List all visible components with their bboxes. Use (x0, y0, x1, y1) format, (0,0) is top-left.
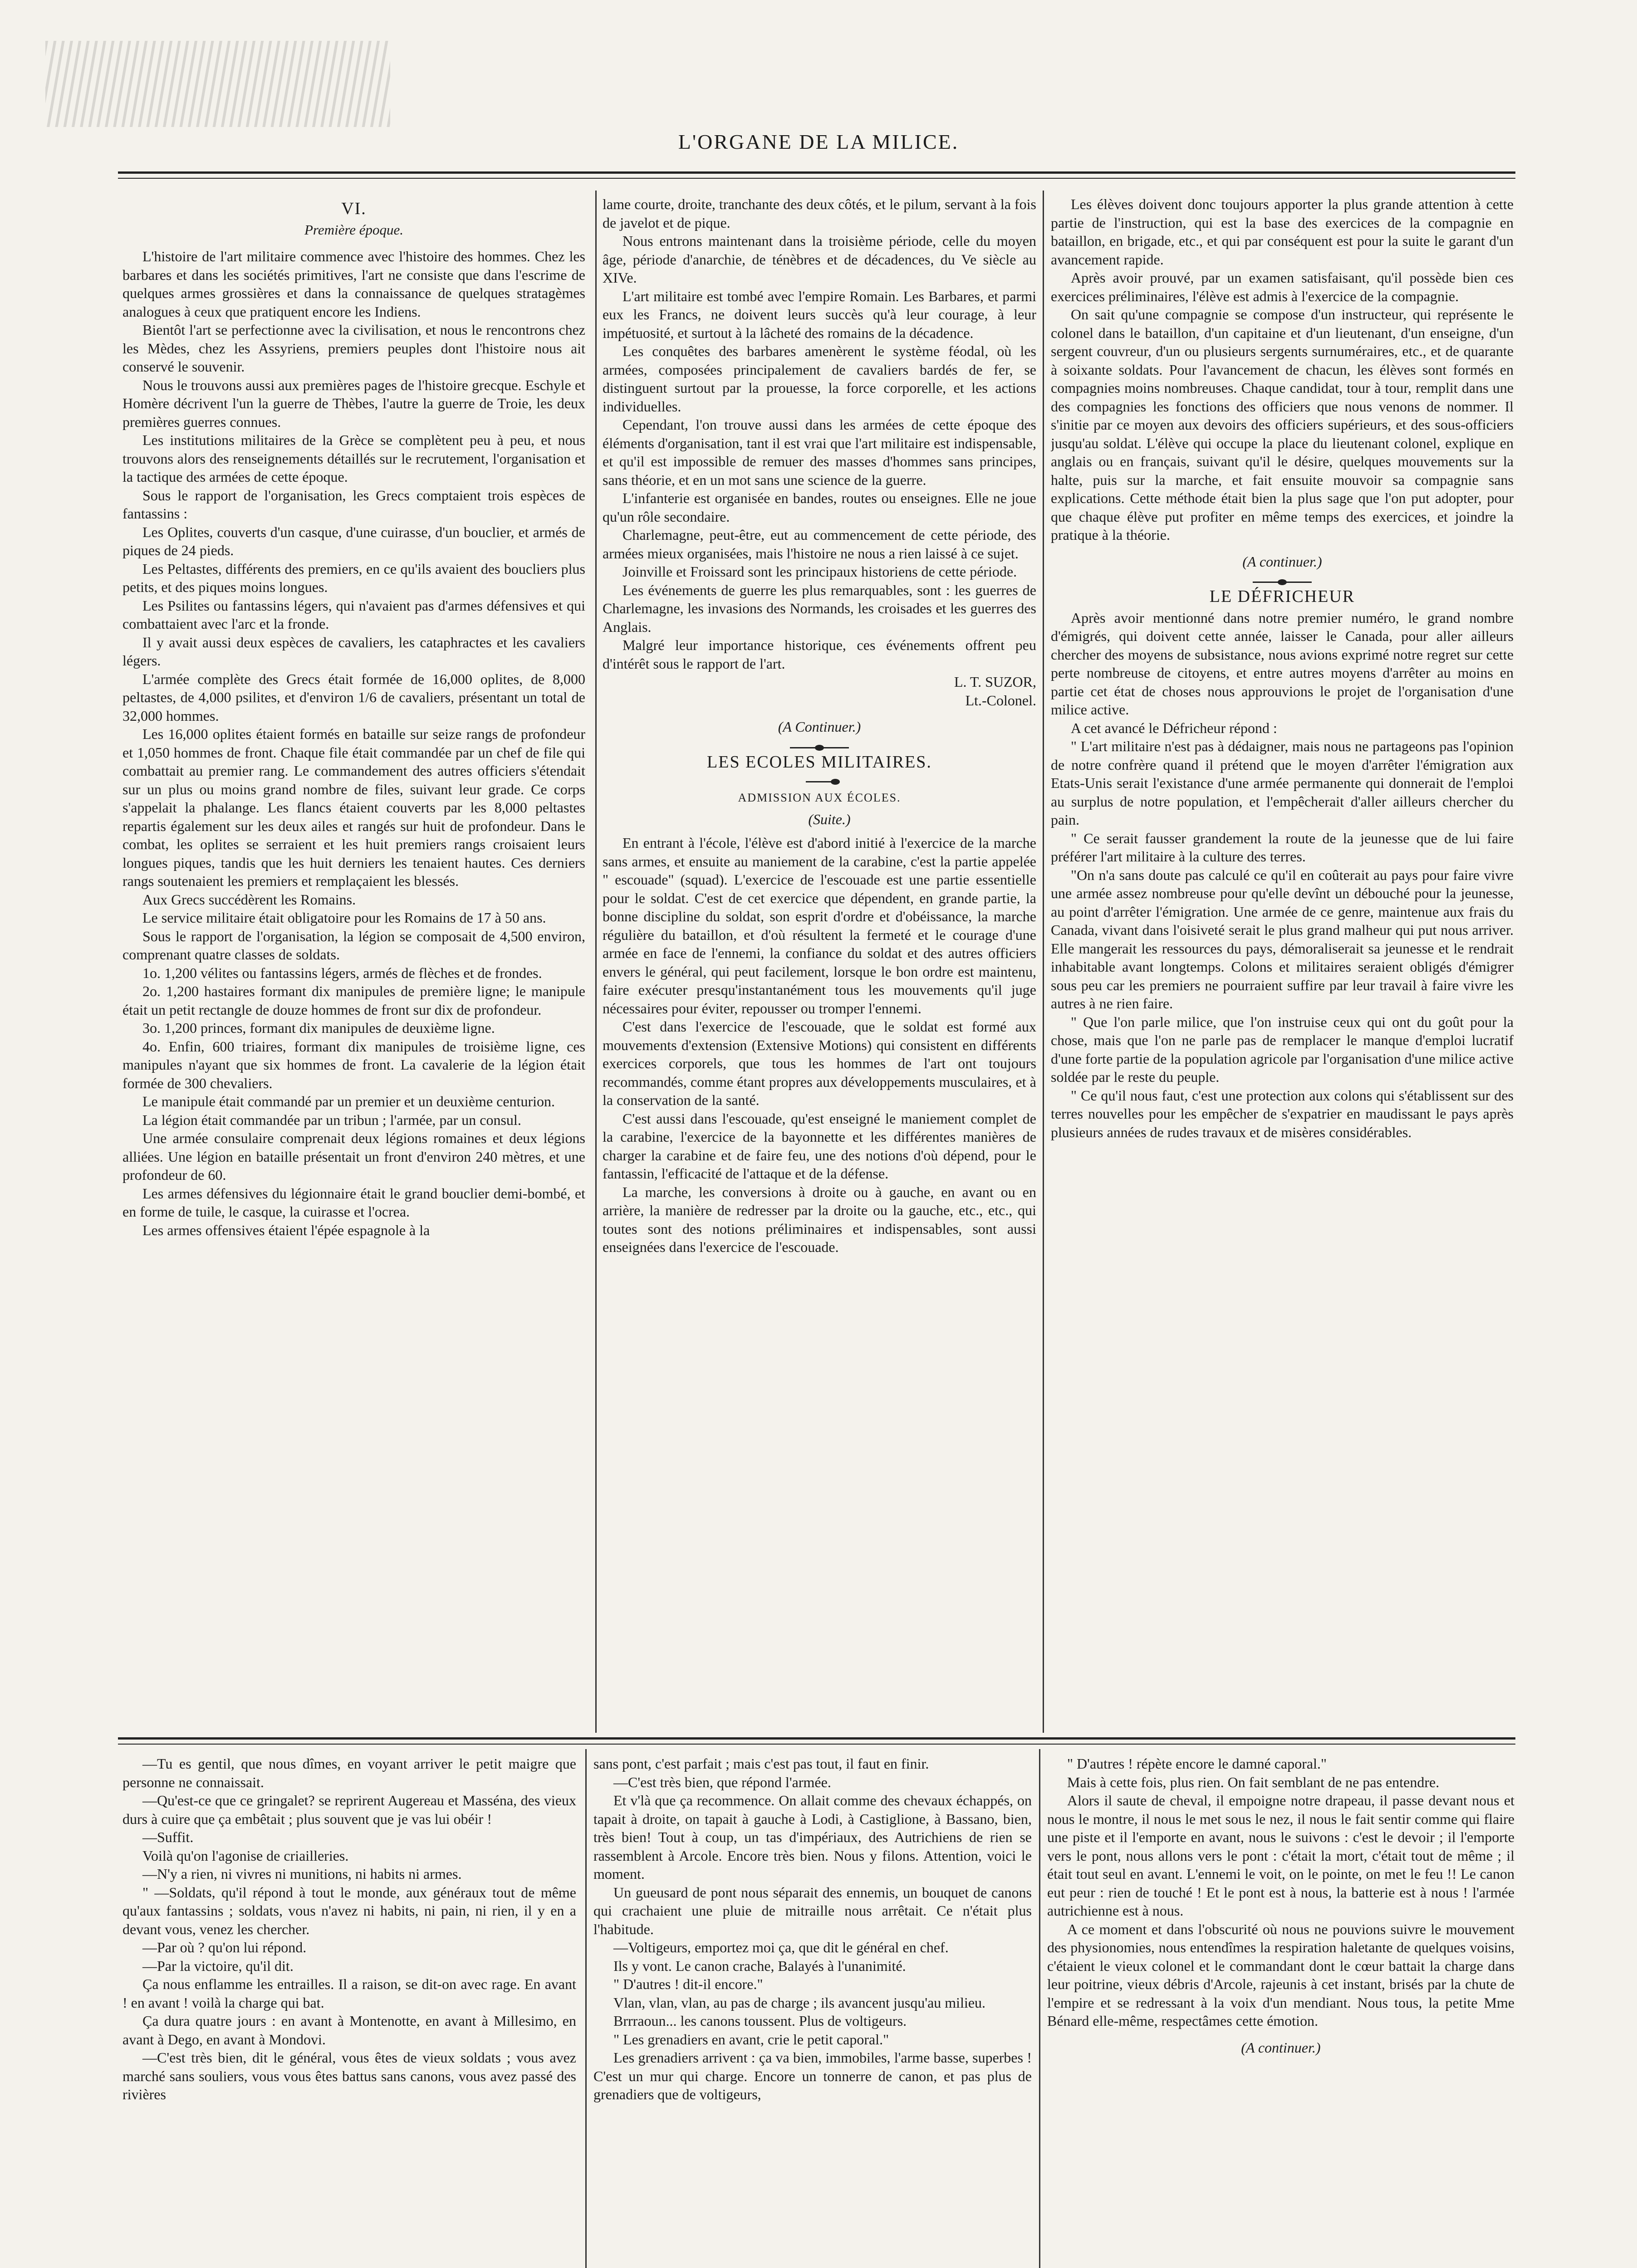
column-rule-1 (595, 191, 597, 1733)
paragraph-11: Aux Grecs succédèrent les Romains. (142, 891, 356, 908)
feuilleton-paragraph-9: " Les grenadiers en avant, crie le petit caporal." (613, 2031, 889, 2048)
ecoles-article (603, 834, 1036, 1256)
feuilleton-column-rule-1 (585, 1749, 587, 2268)
column-2 (603, 195, 1036, 1719)
defricheur-title: LE DÉFRICHEUR (1209, 587, 1355, 606)
signature-rank: Lt.-Colonel. (965, 692, 1036, 709)
feuilleton-paragraph-5: Ils y vont. Le canon crache, Balayés à l'unanimité. (613, 1957, 906, 1974)
paragraph-0: lame courte, droite, tranchante des deux côtés, et le pilum, servant à la fois de javelot et de pique. (603, 196, 1036, 231)
paragraph-4: Sous le rapport de l'organisation, les Grecs comptaient trois espèces de fantassins : (123, 487, 585, 522)
paragraph-8: Il y avait aussi deux espèces de cavaliers, les cataphractes et les cavaliers légers. (123, 634, 585, 669)
ecoles-subtitle: ADMISSION AUX ÉCOLES. (738, 791, 901, 804)
feuilleton-paragraph-7: —Par la victoire, qu'il dit. (142, 1957, 294, 1974)
paragraph-7: Joinville et Froissard sont les principaux historiens de cette période. (622, 563, 1017, 580)
feuilleton-column-1 (123, 1755, 576, 2268)
feuilleton-column-rule-2 (1039, 1749, 1040, 2268)
paragraph-5: L'infanterie est organisée en bandes, routes ou enseignes. Elle ne joue qu'un rôle secondaire. (603, 490, 1036, 525)
paragraph-21: Les armes défensives du légionnaire était le grand bouclier demi-bombé, et en forme de tuile, le casque, la cuirasse et l'ocrea. (123, 1185, 585, 1220)
feuilleton-paragraph-6: —Par où ? qu'on lui répond. (142, 1939, 307, 1955)
paragraph-4: Cependant, l'on trouve aussi dans les armées de cette époque des éléments d'organisation, tant il est vrai que l'art militaire est indispensable, et qu'il est impossible de remuer des masses d'hommes sans principes, sans théorie, et en un mot sans une science de la guerre. (603, 416, 1036, 488)
defricheur-paragraph-2: " L'art militaire n'est pas à dédaigner, mais nous ne partageons pas l'opinion de notre confrère quand il prétend que le moyen d'arrêter l'émigration aux Etats-Unis serait l'existance d'une armée permanente qui donnerait de l'emploi au surplus de notre population, et l'empêcherait d'aller ailleurs chercher du pain. (1051, 738, 1514, 828)
paragraph-0: L'histoire de l'art militaire commence avec l'histoire des hommes. Chez les barbares et dans les sociétés primitives, l'art ne consiste que dans l'escrime de quelques armes grossières et dans la connaissance de quelques stratagèmes analogues à ceux que pratiquent encore les Indiens. (123, 248, 585, 320)
feuilleton-column-2 (593, 1755, 1032, 2268)
paragraph-8: Les événements de guerre les plus remarquables, sont : les guerres de Charlemagne, les invasions des Normands, les croisades et les guerres des Anglais. (603, 582, 1036, 635)
paragraph-19: La légion était commandée par un tribun ; l'armée, par un consul. (142, 1111, 521, 1128)
feuilleton-paragraph-10: —C'est très bien, dit le général, vous êtes de vieux soldats ; vous avez marché sans souliers, vous vous êtes battus sans canons, vous avez passé des rivières (123, 2049, 576, 2102)
column-1 (123, 195, 585, 1715)
feuilleton-paragraph-0: —Tu es gentil, que nous dîmes, en voyant arriver le petit maigre que personne ne connaissait. (123, 1755, 576, 1790)
feuilleton-paragraph-7: Vlan, vlan, vlan, au pas de charge ; ils avancent jusqu'au milieu. (613, 1994, 986, 2011)
masthead-title: L'ORGANE DE LA MILICE. (678, 130, 959, 153)
paragraph-1: Après avoir prouvé, par un examen satisfaisant, qu'il possède bien ces exercices préliminaires, l'élève est admis à l'exercice de la compagnie. (1051, 269, 1514, 304)
paragraph-14: 1o. 1,200 vélites ou fantassins légers, armés de flèches et de frondes. (142, 964, 542, 981)
section-heading: VI. (341, 199, 367, 218)
defricheur-paragraph-3: " Ce serait fausser grandement la route de la jeunesse que de lui faire préférer l'art militaire à la culture des terres. (1051, 830, 1514, 865)
feuilleton-text-3 (1047, 1755, 1514, 2030)
paragraph-5: Les Oplites, couverts d'un casque, d'une cuirasse, d'un bouclier, et armés de piques de 24 pieds. (123, 523, 585, 558)
paragraph-2: On sait qu'une compagnie se compose d'un instructeur, qui représente le colonel dans le bataillon, d'un capitaine et d'un lieutenant, d'un enseigne, d'un sergent couvreur, d'un ou plusieurs sergents surnuméraires, etc., et de quarante à soixante soldats. Pour l'avancement de chacun, les élèves sont formés en compagnies moins nombreuses. Chaque candidat, tour à tour, remplit dans une des compagnies les fonctions des officiers que nous venons de nommer. Il s'initie par ce moyen aux devoirs des officiers supérieurs, et des sous-officiers jusqu'au soldat. L'élève qui occupe la place du lieutenant colonel, explique en anglais ou en français, suivant qu'il le désire, quelques mouvements sur la halte, puis sur la marche, et fait ensuite mouvoir sa compagnie sans explications. Cette méthode était bien la plus sage que l'on put adopter, pour que chaque élève put profiter en même temps des exercices, et joindre la pratique à la théorie. (1051, 306, 1514, 543)
ecoles-paragraph-3: La marche, les conversions à droite ou à gauche, en avant ou en arrière, la manière de redresser par la droite ou la gauche, etc., etc., qui toutes sont des notions préliminaires et indispensables, sont aussi enseignées dans l'exercice de l'escouade. (603, 1183, 1036, 1255)
feuilleton-paragraph-10: Les grenadiers arrivent : ça va bien, immobiles, l'arme basse, superbes ! C'est un mur qui charge. Encore un tonnerre de canon, et pas plus de grenadiers que de voltigeurs, (593, 2049, 1032, 2102)
feuilleton-paragraph-1: —C'est très bien, que répond l'armée. (613, 1774, 831, 1790)
feuilleton-paragraph-0: " D'autres ! répète encore le damné caporal." (1067, 1755, 1327, 1772)
defricheur-paragraph-1: A cet avancé le Défricheur répond : (1071, 719, 1277, 736)
ecoles-paragraph-1: C'est dans l'exercice de l'escouade, que le soldat est formé aux mouvements d'extension (Extensive Motions) qui consistent en différents exercices corporels, que tous les hommes de l'art ont toujours recommandés, comme étant propres aux développements musculaires, et à la conservation de la santé. (603, 1018, 1036, 1108)
separator-ornament (790, 747, 849, 748)
continued-note-2: (A continuer.) (1242, 553, 1322, 570)
feuilleton-paragraph-4: —N'y a rien, ni vivres ni munitions, ni habits ni armes. (142, 1866, 462, 1882)
feuilleton-paragraph-5: " —Soldats, qu'il répond à tout le monde, aux généraux tout de même qu'aux fantassins ; soldats, vous n'avez ni habits, ni pain, ni rien, il y en a devant vous, venez les chercher. (123, 1884, 576, 1937)
paragraph-6: Charlemagne, peut-être, eut au commencement de cette période, des armées mieux organisées, mais l'histoire ne nous a rien laissé à ce sujet. (603, 527, 1036, 562)
signature-name: L. T. SUZOR, (954, 674, 1036, 690)
paragraph-13: Sous le rapport de l'organisation, la légion se composait de 4,500 environ, comprenant quatre classes de soldats. (123, 928, 585, 963)
library-stamp (45, 41, 390, 127)
feuilleton-paragraph-8: Brrraoun... les canons toussent. Plus de voltigeurs. (613, 2013, 907, 2029)
ecoles-title: LES ECOLES MILITAIRES. (707, 752, 932, 772)
feuilleton-paragraph-3: Un gueusard de pont nous séparait des ennemis, un bouquet de canons qui crachaient une pluie de mitraille nous arrêtait. Ce n'était plus l'habitude. (593, 1884, 1032, 1937)
feuilleton-column-3 (1047, 1755, 1514, 2268)
paragraph-10: Les 16,000 oplites étaient formés en bataille sur seize rangs de profondeur et 1,050 hommes de front. Chaque file était commandée par un chef de file qui combattait au premier rang. Le commandement des autres officiers s'étendait sur un plus ou moins grand nombre de files, suivant leur grade. Ce corps s'appelait la phalange. Les flancs étaient couverts par les 8,000 peltastes repartis également sur les deux ailes et rangés sur huit de profondeur. Dans le combat, les oplites se serraient et les huit premiers rangs croisaient leurs longues piques, tandis que les huit derniers les tenaient hautes. Ces derniers rangs soutenaient les premiers et remplaçaient les blessés. (123, 726, 585, 889)
paragraph-16: 3o. 1,200 princes, formant dix manipules de deuxième ligne. (142, 1020, 495, 1036)
paragraph-22: Les armes offensives étaient l'épée espagnole à la (142, 1222, 430, 1238)
defricheur-paragraph-5: " Que l'on parle milice, que l'on instruise ceux qui ont du goût pour la chose, mais que l'on ne parle pas de remplacer le manque d'emploi lucratif d'une forte partie de la population agricole par l'organisation d'une milice active soldée par le reste du peuple. (1051, 1013, 1514, 1085)
paragraph-2: L'art militaire est tombé avec l'empire Romain. Les Barbares, et parmi eux les Francs, ne doivent leurs succès qu'à leur courage, à leur impétuosité, et surtout à la lâcheté des romains de la décadence. (603, 288, 1036, 341)
feuilleton-paragraph-2: —Suffit. (142, 1829, 194, 1845)
feuilleton-paragraph-6: " D'autres ! dit-il encore." (613, 1976, 763, 1992)
paragraph-6: Les Peltastes, différents des premiers, en ce qu'ils avaient des boucliers plus petits, et des piques moins longues. (123, 560, 585, 595)
paragraph-1: Nous entrons maintenant dans la troisième période, celle du moyen âge, période d'anarchie, de ténèbres et de décadences, du Ve siècle au XIVe. (603, 233, 1036, 286)
section-subheading: Première époque. (304, 221, 404, 238)
paragraph-3: Les conquêtes des barbares amenèrent le système féodal, où les armées, composées principalement de cavaliers bardés de fer, se distinguent surtout par la prouesse, la force corporelle, et les actions individuelles. (603, 343, 1036, 415)
history-article (123, 247, 585, 1239)
feuilleton-continued: (A continuer.) (1241, 2039, 1321, 2056)
feuilleton-paragraph-2: Et v'là que ça recommence. On allait comme des chevaux échappés, on tapait à droite, on tapait à gauche à Lodi, à Castiglione, à Bassano, bien, très bien! Tout à coup, un tas d'impériaux, des Autrichiens de rien se rassemblent à Arcole. Encore très bien. Nous y filons. Attention, voici le moment. (593, 1792, 1032, 1882)
feuilleton-paragraph-0: sans pont, c'est parfait ; mais c'est pas tout, il faut en finir. (593, 1755, 929, 1772)
paragraph-0: Les élèves doivent donc toujours apporter la plus grande attention à cette partie de l'instruction, qui est la base des exercices de la compagnie en bataillon, en brigade, etc., et qui par conséquent est pour la suite le garant d'un avancement rapide. (1051, 196, 1514, 268)
feuilleton-paragraph-9: Ça dura quatre jours : en avant à Montenotte, en avant à Millesimo, en avant à Dego, en avant à Mondovi. (123, 2013, 576, 2048)
paragraph-1: Bientôt l'art se perfectionne avec la civilisation, et nous le rencontrons chez les Mèdes, chez les Assyriens, premiers peuples dont l'histoire nous ait conservé le souvenir. (123, 322, 585, 375)
feuilleton-text-2 (593, 1755, 1032, 2104)
defricheur-paragraph-6: " Ce qu'il nous faut, c'est une protection aux colons qui s'établissent sur des terres nouvelles pour les empêcher de s'expatrier en maudissant le pays après plusieurs années de rudes travaux et de misères considérables. (1051, 1087, 1514, 1140)
paragraph-3: Les institutions militaires de la Grèce se complètent peu à peu, et nous trouvons alors des renseignements détaillés sur le recrutement, l'organisation et la tactique des armées de cette époque. (123, 432, 585, 485)
paragraph-9: L'armée complète des Grecs était formée de 16,000 oplites, de 8,000 peltastes, de 4,000 psilites, et d'environ 1/6 de cavaliers, présentant un total de 32,000 hommes. (123, 670, 585, 724)
paragraph-18: Le manipule était commandé par un premier et un deuxième centurion. (142, 1093, 555, 1110)
history-article-continued (603, 195, 1036, 673)
paragraph-2: Nous le trouvons aussi aux premières pages de l'histoire grecque. Eschyle et Homère décrivent l'un la guerre de Thèbes, l'autre la guerre de Troie, les deux premières guerres connues. (123, 376, 585, 430)
paragraph-17: 4o. Enfin, 600 triaires, formant dix manipules de troisième ligne, ces manipules n'ayant que six hommes de front. La cavalerie de la légion était formée de 300 chevaliers. (123, 1038, 585, 1091)
ecoles-paragraph-0: En entrant à l'école, l'élève est d'abord initié à l'exercice de la marche sans armes, et ensuite au maniement de la carabine, c'est la partie appelée " escouade" (squad). L'exercice de l'escouade est une partie essentielle pour le soldat. C'est de cet exercice que dépendent, en grande partie, la bonne discipline du soldat, son esprit d'ordre et d'obéissance, la marche régulière du bataillon, et d'où résultent la fermeté et le courage d'une armée en face de l'ennemi, la confiance du soldat et des autres officiers envers le général, qui peut facilement, lorsque le bon ordre est maintenu, faire exécuter presqu'instantanément tous les mouvements qu'il juge nécessaires pour éviter, repousser ou tromper l'ennemi. (603, 835, 1036, 1017)
feuilleton-paragraph-3: A ce moment et dans l'obscurité où nous ne pouvions suivre le mouvement des physionomies, nous entendîmes la respiration haletante de quelques voisins, c'étaient le vieux colonel et le commandant dont le cœur battait la charge dans leur poitrine, vieux débris d'Arcole, rajeunis à cet instant, brisés par la chute de l'empire et se redressant à la voix d'un mendiant. Nous tous, la petite Mme Bénard elle-même, respectâmes cette émotion. (1047, 1921, 1514, 2029)
feuilleton-text-1 (123, 1755, 576, 2104)
feuilleton-paragraph-1: Mais à cette fois, plus rien. On fait semblant de ne pas entendre. (1067, 1774, 1440, 1790)
column-3 (1051, 195, 1514, 1719)
paragraph-12: Le service militaire était obligatoire pour les Romains de 17 à 50 ans. (142, 909, 546, 926)
separator-ornament-2 (1253, 582, 1312, 583)
defricheur-paragraph-4: "On n'a sans doute pas calculé ce qu'il en coûterait au pays pour faire vivre une armée assez nombreuse pour qu'elle devînt un débouché pour la jeunesse, au point d'arrêter l'émigration. Une armée de ce genre, maintenue aux frais du Canada, vivant dans l'oisiveté serait le plus grand malheur qui put nous arriver. Elle mangerait les ressources du pays, démoraliserait sa jeunesse et le rendrait inhabitable avant longtemps. Colons et militaires seraient obligés d'émigrer sous peu car les premiers ne pourraient suffire par leur travail à faire vivre les autres à ne rien faire. (1051, 866, 1514, 1012)
column-rule-2 (1043, 191, 1044, 1733)
feuilleton-paragraph-3: Voilà qu'on l'agonise de criailleries. (142, 1847, 349, 1864)
feuilleton-paragraph-1: —Qu'est-ce que ce gringalet? se reprirent Augereau et Masséna, des vieux durs à cuire que ça embêtait ; plus souvent que je vas lui obéir ! (123, 1792, 576, 1827)
feuilleton-rule (118, 1737, 1515, 1745)
separator-dash (806, 781, 833, 782)
paragraph-15: 2o. 1,200 hastaires formant dix manipules de première ligne; le manipule était un petit rectangle de douze hommes de front sur dix de profondeur. (123, 983, 585, 1018)
ecoles-paragraph-2: C'est aussi dans l'escouade, qu'est enseigné le maniement complet de la carabine, l'exercice de la bayonnette et les différentes manières de charger la carabine et de faire feu, une des notions d'où dépend, pour le fantassin, l'efficacité de l'attaque et de la défense. (603, 1110, 1036, 1182)
paragraph-9: Malgré leur importance historique, ces événements offrent peu d'intérêt sous le rapport de l'art. (603, 637, 1036, 672)
paragraph-20: Une armée consulaire comprenait deux légions romaines et deux légions alliées. Une légion en bataille présentait un front d'environ 240 mètres, et une profondeur de 60. (123, 1130, 585, 1183)
masthead-rule (118, 171, 1515, 179)
paragraph-7: Les Psilites ou fantassins légers, qui n'avaient pas d'armes défensives et qui combattaient avec l'arc et la fronde. (123, 597, 585, 632)
ecoles-suite: (Suite.) (808, 811, 851, 827)
continued-note: (A Continuer.) (778, 719, 861, 735)
defricheur-paragraph-0: Après avoir mentionné dans notre premier numéro, le grand nombre d'émigrés, qui doivent cette année, laisser le Canada, pour aller ailleurs chercher des moyens de subsistance, nous avions exprimé notre regret sur cette perte nombreuse de citoyens, et entre autres moyens d'arrêter au moins en partie cet état de choses nous approuvions le projet de l'organisation d'une milice active. (1051, 609, 1514, 718)
feuilleton-paragraph-2: Alors il saute de cheval, il empoigne notre drapeau, il passe devant nous et nous le montre, il nous le met sous le nez, il nous le fait sentir comme qui flaire une piste et il l'emporte en avant, nous le suivons : c'est le devoir ; il l'emporte vers le pont, nous allons vers le pont : c'était la mort, c'était tout de même ; il était tout seul en avant. L'ennemi le voit, on le pointe, on met le feu !! Le canon eut peur : rien de touché ! Et le pont est à nous, la batterie est à nous ! l'armée autrichienne est à nous. (1047, 1792, 1514, 1919)
feuilleton-paragraph-8: Ça nous enflamme les entrailles. Il a raison, se dit-on avec rage. En avant ! en avant ! voilà la charge qui bat. (123, 1976, 576, 2011)
ecoles-article-continued (1051, 195, 1514, 544)
feuilleton-paragraph-4: —Voltigeurs, emportez moi ça, que dit le général en chef. (613, 1939, 949, 1955)
defricheur-article (1051, 609, 1514, 1142)
